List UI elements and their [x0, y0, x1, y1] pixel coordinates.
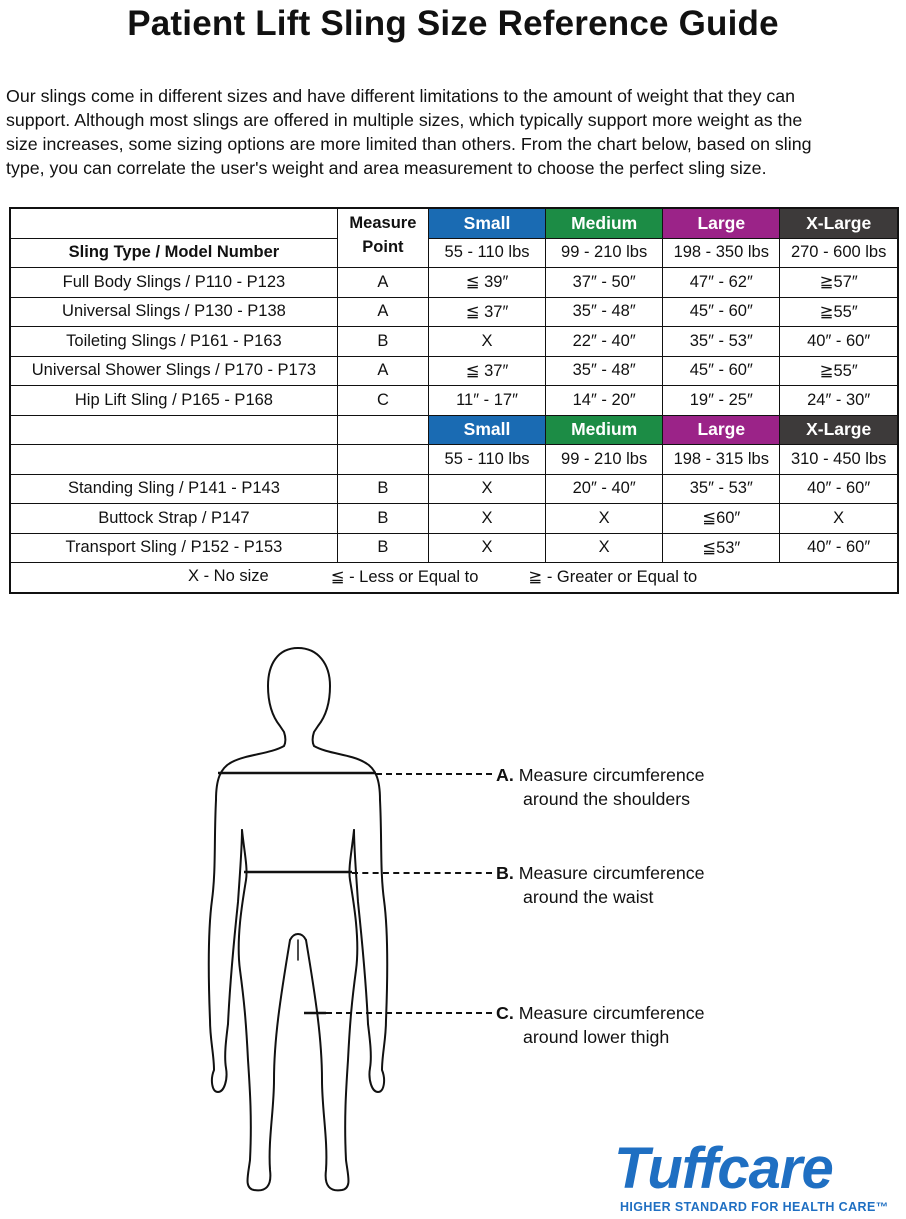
size-header-small: Small [428, 415, 545, 445]
callout-text: around lower thigh [523, 1027, 670, 1047]
size-value-cell: 45″ - 60″ [663, 356, 780, 386]
size-header-medium: Medium [546, 415, 663, 445]
weight-cell: 198 - 315 lbs [663, 445, 780, 475]
size-value-cell: ≦ 39″ [428, 268, 545, 298]
measure-point-cell: B [337, 327, 428, 357]
size-header-row [10, 208, 898, 238]
sling-type-cell: Full Body Slings / P110 - P123 [10, 268, 337, 298]
size-value-cell: 40″ - 60″ [780, 474, 898, 504]
size-header-small: Small [428, 208, 545, 238]
intro-line: support. Although most slings are offered in multiple sizes, which typically support more weight as the [6, 110, 803, 130]
logo-wordmark: Tuffcare [614, 1136, 833, 1201]
size-value-cell: X [428, 504, 545, 534]
size-value-cell: 24″ - 30″ [780, 386, 898, 416]
table-row [10, 474, 898, 504]
callout-c-leader [326, 1012, 492, 1014]
weight-cell: 55 - 110 lbs [428, 238, 545, 268]
sling-size-table [9, 207, 899, 594]
measure-point-cell: B [337, 474, 428, 504]
intro-paragraph [6, 84, 902, 180]
size-value-cell: 37″ - 50″ [546, 268, 663, 298]
callout-text: Measure circumference [518, 765, 705, 785]
size-header-large: Large [663, 208, 780, 238]
measure-point-cell: B [337, 504, 428, 534]
weight-cell: 55 - 110 lbs [428, 445, 545, 475]
sling-type-cell: Universal Shower Slings / P170 - P173 [10, 356, 337, 386]
body-outline-figure [200, 640, 440, 1200]
legend-item: ≧ - Greater or Equal to [528, 568, 698, 587]
size-value-cell: 19″ - 25″ [663, 386, 780, 416]
size-value-cell: ≦60″ [663, 504, 780, 534]
size-value-cell: 45″ - 60″ [663, 297, 780, 327]
size-header-large: Large [663, 415, 780, 445]
size-header-xlarge: X-Large [780, 415, 898, 445]
table-row [10, 327, 898, 357]
tuffcare-logo [614, 1138, 902, 1218]
intro-line: Our slings come in different sizes and have different limitations to the amount of weight that they can [6, 86, 796, 106]
size-value-cell: 40″ - 60″ [780, 327, 898, 357]
size-value-cell: ≦ 37″ [428, 356, 545, 386]
callout-letter: B. [496, 863, 514, 883]
weight-cell: 270 - 600 lbs [780, 238, 898, 268]
size-value-cell: 35″ - 53″ [663, 327, 780, 357]
legend-row [10, 563, 898, 593]
callout-letter: A. [496, 765, 514, 785]
point-header: Point [337, 238, 428, 268]
sling-type-cell: Toileting Slings / P161 - P163 [10, 327, 337, 357]
table-row [10, 268, 898, 298]
size-value-cell: ≧55″ [780, 297, 898, 327]
table-row [10, 356, 898, 386]
size-header-xlarge: X-Large [780, 208, 898, 238]
weight-header-row [10, 238, 898, 268]
sling-type-cell: Transport Sling / P152 - P153 [10, 533, 337, 563]
size-value-cell: X [428, 327, 545, 357]
measure-point-cell: C [337, 386, 428, 416]
table-row [10, 504, 898, 534]
weight-cell: 99 - 210 lbs [546, 238, 663, 268]
table-row [10, 386, 898, 416]
logo-tagline: HIGHER STANDARD FOR HEALTH CARE™ [620, 1200, 889, 1214]
size-value-cell: ≧55″ [780, 356, 898, 386]
size-value-cell: 22″ - 40″ [546, 327, 663, 357]
sling-type-cell: Buttock Strap / P147 [10, 504, 337, 534]
size-header-row-2 [10, 415, 898, 445]
callout-a-leader [376, 773, 492, 775]
callout-text: around the waist [523, 887, 654, 907]
size-value-cell: 47″ - 62″ [663, 268, 780, 298]
size-value-cell: 35″ - 48″ [546, 356, 663, 386]
measure-point-cell: A [337, 268, 428, 298]
size-value-cell: 14″ - 20″ [546, 386, 663, 416]
page-title: Patient Lift Sling Size Reference Guide [127, 4, 779, 43]
size-value-cell: X [428, 533, 545, 563]
size-value-cell: ≦ 37″ [428, 297, 545, 327]
size-value-cell: X [428, 474, 545, 504]
table-legend [11, 567, 897, 587]
callout-text: around the shoulders [523, 789, 691, 809]
callout-letter: C. [496, 1003, 514, 1023]
size-value-cell: X [780, 504, 898, 534]
sling-type-cell: Hip Lift Sling / P165 - P168 [10, 386, 337, 416]
legend-item: ≦ - Less or Equal to [330, 568, 479, 587]
weight-cell: 310 - 450 lbs [780, 445, 898, 475]
size-value-cell: ≧57″ [780, 268, 898, 298]
intro-line: size increases, some sizing options are more limited than others. From the chart below, based on sling [6, 134, 812, 154]
weight-cell: 198 - 350 lbs [663, 238, 780, 268]
measure-point-cell: A [337, 356, 428, 386]
size-value-cell: X [546, 533, 663, 563]
callout-c [496, 1001, 705, 1049]
size-value-cell: 11″ - 17″ [428, 386, 545, 416]
weight-cell: 99 - 210 lbs [546, 445, 663, 475]
measure-header: Measure [337, 208, 428, 238]
callout-a [496, 763, 705, 811]
size-value-cell: X [546, 504, 663, 534]
measure-point-cell: B [337, 533, 428, 563]
sling-type-cell: Standing Sling / P141 - P143 [10, 474, 337, 504]
size-value-cell: 35″ - 53″ [663, 474, 780, 504]
intro-line: type, you can correlate the user's weight and area measurement to choose the perfect sling size. [6, 158, 767, 178]
weight-header-row-2 [10, 445, 898, 475]
sling-type-cell: Universal Slings / P130 - P138 [10, 297, 337, 327]
table-row [10, 297, 898, 327]
size-value-cell: 35″ - 48″ [546, 297, 663, 327]
legend-item: X - No size [188, 567, 269, 586]
size-value-cell: 20″ - 40″ [546, 474, 663, 504]
size-value-cell: ≦53″ [663, 533, 780, 563]
callout-b [496, 861, 705, 909]
size-header-medium: Medium [546, 208, 663, 238]
callout-text: Measure circumference [518, 863, 705, 883]
callout-text: Measure circumference [518, 1003, 705, 1023]
callout-b-leader [352, 872, 492, 874]
sling-type-header: Sling Type / Model Number [10, 238, 337, 268]
measure-point-cell: A [337, 297, 428, 327]
size-value-cell: 40″ - 60″ [780, 533, 898, 563]
table-row [10, 533, 898, 563]
